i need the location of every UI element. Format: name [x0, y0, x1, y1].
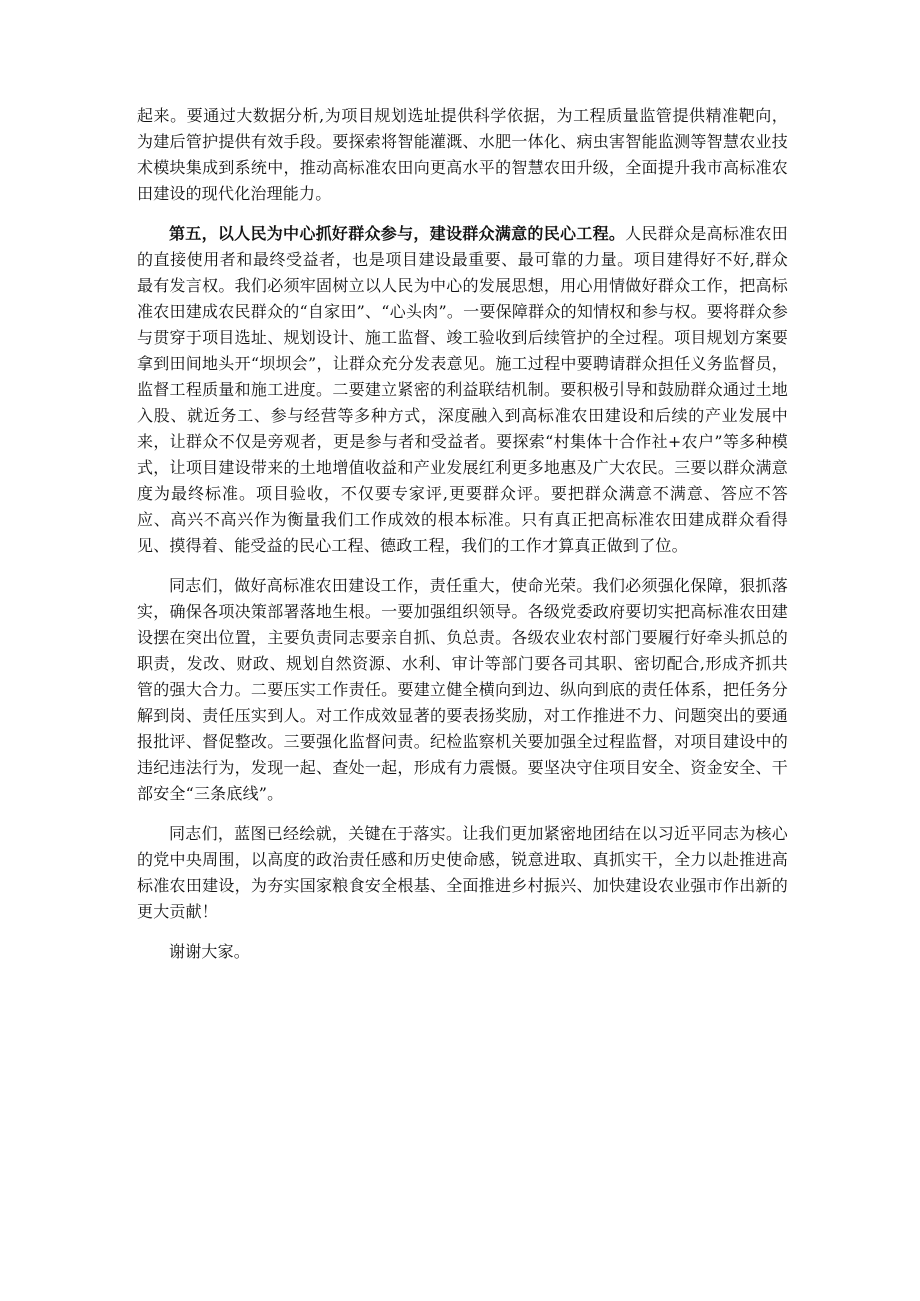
paragraph-continuation: 起来。要通过大数据分析,为项目规划选址提供科学依据，为工程质量监管提供精准靶向，为建后管护提供有效手段。要探索将智能灌溉、水肥一体化、病虫害智能监测等智慧农业技术模块集成到系统中，推动高标准农田向更高水平的智慧农田升级，全面提升我市高标准农田建设的现代化治理能力。	[137, 106, 788, 203]
paragraph-fifth-point	[137, 221, 788, 559]
document-body	[137, 103, 788, 979]
paragraph-thanks: 谢谢大家。	[169, 942, 251, 961]
paragraph-closing-call: 同志们，蓝图已经绘就，关键在于落实。让我们更加紧密地团结在以习近平同志为核心的党中央周围，以高度的政治责任感和历史使命感，锐意进取、真抓实干，全力以赴推进高标准农田建设，为夯实国家粮食安全根基、全面推进乡村振兴、加快建设农业强市作出新的更大贡献！	[137, 824, 788, 921]
paragraph-responsibility: 同志们，做好高标准农田建设工作，责任重大，使命光荣。我们必须强化保障，狠抓落实，确保各项决策部署落地生根。一要加强组织领导。各级党委政府要切实把高标准农田建设摆在突出位置，主要负责同志要亲自抓、负总责。各级农业农村部门要履行好牵头抓总的职责，发改、财政、规划自然资源、水利、审计等部门要各司其职、密切配合,形成齐抓共管的强大合力。二要压实工作责任。要建立健全横向到边、纵向到底的责任体系，把任务分解到岗、责任压实到人。对工作成效显著的要表扬奖励，对工作推进不力、问题突出的要通报批评、督促整改。三要强化监督问责。纪检监察机关要加强全过程监督，对项目建设中的违纪违法行为，发现一起、查处一起，形成有力震慑。要坚决守住项目安全、资金安全、干部安全“三条底线”。	[137, 576, 788, 803]
paragraph-body-text: 人民群众是高标准农田的直接使用者和最终受益者，也是项目建设最重要、最可靠的力量。项目建得好不好,群众最有发言权。我们必须牢固树立以人民为中心的发展思想，用心用情做好群众工作，把高标准农田建成农民群众的“自家田”、“心头肉”。一要保障群众的知情权和参与权。要将群众参与贯穿于项目选址、规划设计、施工监督、竣工验收到后续管护的全过程。项目规划方案要拿到田间地头开“坝坝会”，让群众充分发表意见。施工过程中要聘请群众担任义务监督员，监督工程质量和施工进度。二要建立紧密的利益联结机制。要积极引导和鼓励群众通过土地入股、就近务工、参与经营等多种方式，深度融入到高标准农田建设和后续的产业发展中来，让群众不仅是旁观者，更是参与者和受益者。要探索“村集体十合作社+农户”等多种模式，让项目建设带来的土地增值收益和产业发展红利更多地惠及广大农民。三要以群众满意度为最终标准。项目验收，不仅要专家评,更要群众评。要把群众满意不满意、答应不答应、高兴不高兴作为衡量我们工作成效的根本标准。只有真正把高标准农田建成群众看得见、摸得着、能受益的民心工程、德政工程，我们的工作才算真正做到了位。	[137, 224, 788, 555]
paragraph-lead-heading: 第五，以人民为中心抓好群众参与，建设群众满意的民心工程。	[169, 224, 626, 243]
